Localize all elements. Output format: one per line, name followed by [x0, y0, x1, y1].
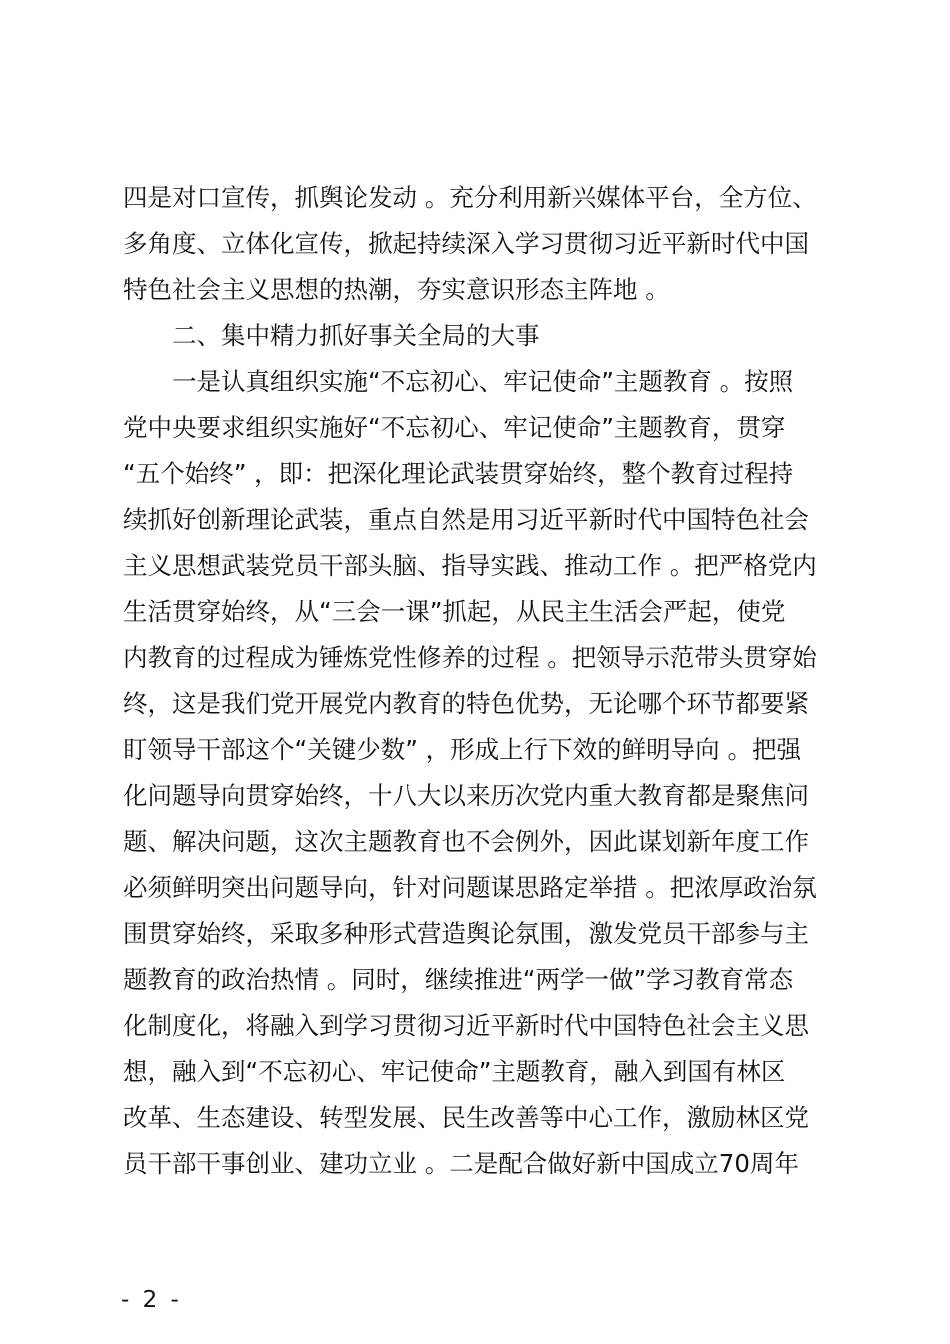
text-line: 题、解决问题，这次主题教育也不会例外，因此谋划新年度工作 [123, 827, 809, 856]
text-line: 改革、生态建设、转型发展、民生改善等中心工作，激励林区党 [123, 1103, 809, 1132]
text-line: 化制度化，将融入到学习贯彻习近平新时代中国特色社会主义思 [123, 1011, 809, 1040]
text-line: 化问题导向贯穿始终，十八大以来历次党内重大教育都是聚焦问 [123, 781, 809, 810]
text-line: 必须鲜明突出问题导向，针对问题谋思路定举措 。把浓厚政治氛 [123, 873, 817, 902]
text-line: 想，融入到“不忘初心、牢记使命”主题教育，融入到国有林区 [123, 1057, 786, 1086]
page-number: - 2 - [121, 1287, 182, 1313]
text-line: 特色社会主义思想的热潮，夯实意识形态主阵地 。 [123, 275, 670, 304]
text-line: 多角度、立体化宣传，掀起持续深入学习贯彻习近平新时代中国 [123, 229, 809, 258]
text-line: 一是认真组织实施“不忘初心、牢记使命”主题教育 。按照 [172, 367, 794, 396]
section-heading: 二、集中精力抓好事关全局的大事 [172, 321, 540, 350]
text-line: 围贯穿始终，采取多种形式营造舆论氛围，激发党员干部参与主 [123, 919, 809, 948]
body-text [123, 175, 828, 1187]
text-line: 终，这是我们党开展党内教育的特色优势，无论哪个环节都要紧 [123, 689, 809, 718]
text-line: 员干部干事创业、建功立业 。二是配合做好新中国成立70周年 [123, 1149, 799, 1178]
text-line: 内教育的过程成为锤炼党性修养的过程 。把领导示范带头贯穿始 [123, 643, 817, 672]
text-line: 主义思想武装党员干部头脑、指导实践、推动工作 。把严格党内 [123, 551, 817, 580]
text-line: 四是对口宣传，抓舆论发动 。充分利用新兴媒体平台，全方位、 [123, 183, 817, 212]
text-line: 盯领导干部这个“关键少数” ，形成上行下效的鲜明导向 。把强 [123, 735, 801, 764]
text-line: 生活贯穿始终，从“三会一课”抓起，从民主生活会严起，使党 [123, 597, 786, 626]
text-line: “五个始终” ，即：把深化理论武装贯穿始终，整个教育过程持 [123, 459, 794, 488]
text-line: 续抓好创新理论武装，重点自然是用习近平新时代中国特色社会 [123, 505, 809, 534]
text-line: 党中央要求组织实施好“不忘初心、牢记使命”主题教育，贯穿 [123, 413, 786, 442]
text-line: 题教育的政治热情 。同时，继续推进“两学一做”学习教育常态 [123, 965, 794, 994]
